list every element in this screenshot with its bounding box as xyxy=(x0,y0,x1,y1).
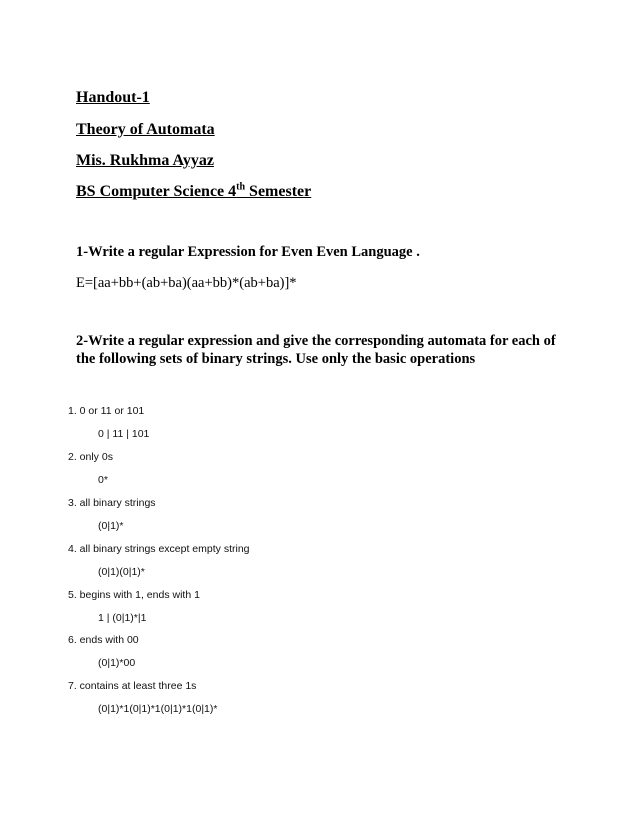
program-sup: th xyxy=(236,181,246,193)
list-item-answer: (0|1)(0|1)* xyxy=(98,566,145,578)
course-title: Theory of Automata xyxy=(76,121,215,138)
list-item-answer: 0 | 11 | 101 xyxy=(98,428,150,440)
list-item-answer: (0|1)*1(0|1)*1(0|1)*1(0|1)* xyxy=(98,703,218,715)
list-item-label: 1. 0 or 11 or 101 xyxy=(68,405,145,417)
list-item-label: 2. only 0s xyxy=(68,451,113,463)
list-item-label: 5. begins with 1, ends with 1 xyxy=(68,589,200,601)
question-1: 1-Write a regular Expression for Even Even Language . xyxy=(76,244,420,260)
question-2-line-2: the following sets of binary strings. Use only the basic operations xyxy=(76,351,476,367)
program-suffix: Semester xyxy=(245,183,312,200)
question-2-line-1: 2-Write a regular expression and give the corresponding automata for each of xyxy=(76,333,556,349)
program-prefix: BS Computer Science 4 xyxy=(76,183,237,200)
list-item-label: 4. all binary strings except empty string xyxy=(68,543,250,555)
list-item-answer: (0|1)*00 xyxy=(98,657,136,669)
answer-1: E=[aa+bb+(ab+ba)(aa+bb)*(ab+ba)]* xyxy=(76,275,297,291)
list-item-answer: (0|1)* xyxy=(98,520,124,532)
list-item-label: 3. all binary strings xyxy=(68,497,156,509)
list-item-label: 6. ends with 00 xyxy=(68,634,139,646)
list-item-answer: 1 | (0|1)*|1 xyxy=(98,612,147,624)
handout-title: Handout-1 xyxy=(76,89,150,106)
list-item-answer: 0* xyxy=(98,474,108,486)
list-item-label: 7. contains at least three 1s xyxy=(68,680,197,692)
program-line xyxy=(76,183,311,201)
instructor-text: Mis. Rukhma Ayyaz xyxy=(76,152,214,169)
instructor-name xyxy=(76,152,214,170)
